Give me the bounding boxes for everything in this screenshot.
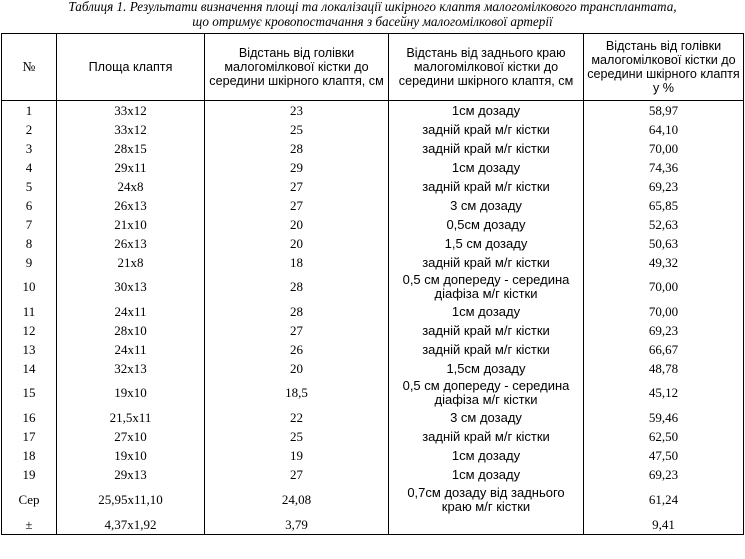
table-row (2, 427, 744, 446)
distance-percent-cell: 66,67 (584, 340, 744, 359)
flap-area-cell: 28x10 (57, 321, 205, 340)
distance-percent-cell: 64,10 (584, 120, 744, 139)
table-row (2, 177, 744, 196)
table-row (2, 515, 744, 535)
posterior-edge-location-cell: задній край м/г кістки (389, 177, 584, 196)
posterior-edge-location-cell: 3 см дозаду (389, 196, 584, 215)
row-number-cell: 10 (2, 272, 57, 302)
flap-area-cell: 28x15 (57, 139, 205, 158)
row-number-cell: 5 (2, 177, 57, 196)
row-number-cell: 2 (2, 120, 57, 139)
distance-from-head-cell: 18,5 (205, 378, 389, 408)
row-number-cell: 4 (2, 158, 57, 177)
column-header-distance-from-posterior-edge: Відстань від заднього краю малогомілкової кістки до середини шкірного клаптя, см (389, 34, 584, 101)
posterior-edge-location-cell: 0,5 см допереду - середина діафіза м/г кістки (389, 378, 584, 408)
flap-area-cell: 26x13 (57, 234, 205, 253)
distance-percent-cell: 52,63 (584, 215, 744, 234)
flap-area-cell: 26x13 (57, 196, 205, 215)
posterior-edge-location-cell: 0,5 см допереду - середина діафіза м/г кістки (389, 272, 584, 302)
row-number-cell: 12 (2, 321, 57, 340)
distance-percent-cell: 74,36 (584, 158, 744, 177)
table-row (2, 465, 744, 484)
posterior-edge-location-cell: 1см дозаду (389, 465, 584, 484)
distance-percent-cell: 70,00 (584, 302, 744, 321)
posterior-edge-location-cell: 1см дозаду (389, 446, 584, 465)
flap-area-cell: 30x13 (57, 272, 205, 302)
distance-percent-cell: 47,50 (584, 446, 744, 465)
row-number-cell: 14 (2, 359, 57, 378)
flap-area-cell: 33x12 (57, 120, 205, 139)
posterior-edge-location-cell: 1см дозаду (389, 158, 584, 177)
distance-percent-cell: 45,12 (584, 378, 744, 408)
posterior-edge-location-cell: задній край м/г кістки (389, 427, 584, 446)
posterior-edge-location-cell: задній край м/г кістки (389, 253, 584, 272)
posterior-edge-location-cell: 1,5 см дозаду (389, 234, 584, 253)
distance-from-head-cell: 23 (205, 101, 389, 121)
distance-percent-cell: 69,23 (584, 321, 744, 340)
distance-percent-cell: 59,46 (584, 408, 744, 427)
column-header-flap-area: Площа клаптя (57, 34, 205, 101)
table-row (2, 302, 744, 321)
distance-percent-cell: 70,00 (584, 139, 744, 158)
row-number-cell: 3 (2, 139, 57, 158)
distance-from-head-cell: 28 (205, 272, 389, 302)
data-table (1, 33, 744, 535)
row-number-cell: 6 (2, 196, 57, 215)
distance-from-head-cell: 3,79 (205, 515, 389, 535)
table-row (2, 215, 744, 234)
row-number-cell: 7 (2, 215, 57, 234)
column-header-distance-from-head: Відстань від голівки малогомілкової кістки до середини шкірного клаптя, см (205, 34, 389, 101)
posterior-edge-location-cell: 0,7см дозаду від заднього краю м/г кістки (389, 484, 584, 515)
distance-percent-cell: 50,63 (584, 234, 744, 253)
flap-area-cell: 27x10 (57, 427, 205, 446)
table-row (2, 158, 744, 177)
table-row (2, 120, 744, 139)
row-number-cell: ± (2, 515, 57, 535)
flap-area-cell: 19x10 (57, 378, 205, 408)
row-number-cell: 9 (2, 253, 57, 272)
distance-from-head-cell: 25 (205, 120, 389, 139)
flap-area-cell: 4,37x1,92 (57, 515, 205, 535)
table-row (2, 321, 744, 340)
distance-from-head-cell: 26 (205, 340, 389, 359)
distance-from-head-cell: 27 (205, 321, 389, 340)
distance-percent-cell: 49,32 (584, 253, 744, 272)
row-number-cell: 1 (2, 101, 57, 121)
row-number-cell: 16 (2, 408, 57, 427)
posterior-edge-location-cell (389, 515, 584, 535)
caption-line-2: що отримує кровопостачання з басейну малогомілкової артерії (192, 13, 553, 29)
flap-area-cell: 33x12 (57, 101, 205, 121)
table-row (2, 484, 744, 515)
table-row (2, 340, 744, 359)
flap-area-cell: 24x11 (57, 340, 205, 359)
table-row (2, 359, 744, 378)
row-number-cell: 8 (2, 234, 57, 253)
distance-from-head-cell: 24,08 (205, 484, 389, 515)
posterior-edge-location-cell: 1,5см дозаду (389, 359, 584, 378)
posterior-edge-location-cell: 1см дозаду (389, 101, 584, 121)
table-row (2, 446, 744, 465)
table-row (2, 101, 744, 121)
distance-from-head-cell: 19 (205, 446, 389, 465)
row-number-cell: 17 (2, 427, 57, 446)
distance-percent-cell: 61,24 (584, 484, 744, 515)
posterior-edge-location-cell: 3 см дозаду (389, 408, 584, 427)
flap-area-cell: 32x13 (57, 359, 205, 378)
caption-line-1: Таблиця 1. Результати визначення площі та локалізації шкірного клаптя малогомілкового трансплантата, (68, 0, 677, 14)
distance-percent-cell: 48,78 (584, 359, 744, 378)
flap-area-cell: 29x13 (57, 465, 205, 484)
table-row (2, 408, 744, 427)
distance-percent-cell: 70,00 (584, 272, 744, 302)
flap-area-cell: 19x10 (57, 446, 205, 465)
row-number-cell: 15 (2, 378, 57, 408)
column-header-number: № (2, 34, 57, 101)
row-number-cell: 18 (2, 446, 57, 465)
row-number-cell: Сер (2, 484, 57, 515)
distance-from-head-cell: 25 (205, 427, 389, 446)
flap-area-cell: 24x11 (57, 302, 205, 321)
header-row (2, 34, 744, 101)
flap-area-cell: 21x8 (57, 253, 205, 272)
posterior-edge-location-cell: 1см дозаду (389, 302, 584, 321)
table-row (2, 196, 744, 215)
column-header-distance-percent: Відстань від голівки малогомілкової кістки до середини шкірного клаптя у % (584, 34, 744, 101)
distance-from-head-cell: 28 (205, 139, 389, 158)
posterior-edge-location-cell: задній край м/г кістки (389, 120, 584, 139)
distance-from-head-cell: 28 (205, 302, 389, 321)
row-number-cell: 19 (2, 465, 57, 484)
posterior-edge-location-cell: задній край м/г кістки (389, 139, 584, 158)
distance-from-head-cell: 20 (205, 215, 389, 234)
distance-percent-cell: 58,97 (584, 101, 744, 121)
distance-percent-cell: 62,50 (584, 427, 744, 446)
table-caption (0, 0, 745, 29)
flap-area-cell: 21,5x11 (57, 408, 205, 427)
flap-area-cell: 25,95x11,10 (57, 484, 205, 515)
distance-from-head-cell: 27 (205, 465, 389, 484)
distance-from-head-cell: 27 (205, 196, 389, 215)
table-row (2, 139, 744, 158)
distance-percent-cell: 9,41 (584, 515, 744, 535)
table-row (2, 378, 744, 408)
posterior-edge-location-cell: задній край м/г кістки (389, 321, 584, 340)
flap-area-cell: 24x8 (57, 177, 205, 196)
distance-from-head-cell: 20 (205, 234, 389, 253)
distance-percent-cell: 69,23 (584, 177, 744, 196)
table-row (2, 253, 744, 272)
flap-area-cell: 29x11 (57, 158, 205, 177)
distance-from-head-cell: 29 (205, 158, 389, 177)
distance-from-head-cell: 18 (205, 253, 389, 272)
row-number-cell: 13 (2, 340, 57, 359)
distance-from-head-cell: 20 (205, 359, 389, 378)
distance-from-head-cell: 27 (205, 177, 389, 196)
flap-area-cell: 21x10 (57, 215, 205, 234)
distance-percent-cell: 65,85 (584, 196, 744, 215)
posterior-edge-location-cell: 0,5см дозаду (389, 215, 584, 234)
posterior-edge-location-cell: задній край м/г кістки (389, 340, 584, 359)
table-row (2, 272, 744, 302)
row-number-cell: 11 (2, 302, 57, 321)
distance-from-head-cell: 22 (205, 408, 389, 427)
distance-percent-cell: 69,23 (584, 465, 744, 484)
table-row (2, 234, 744, 253)
